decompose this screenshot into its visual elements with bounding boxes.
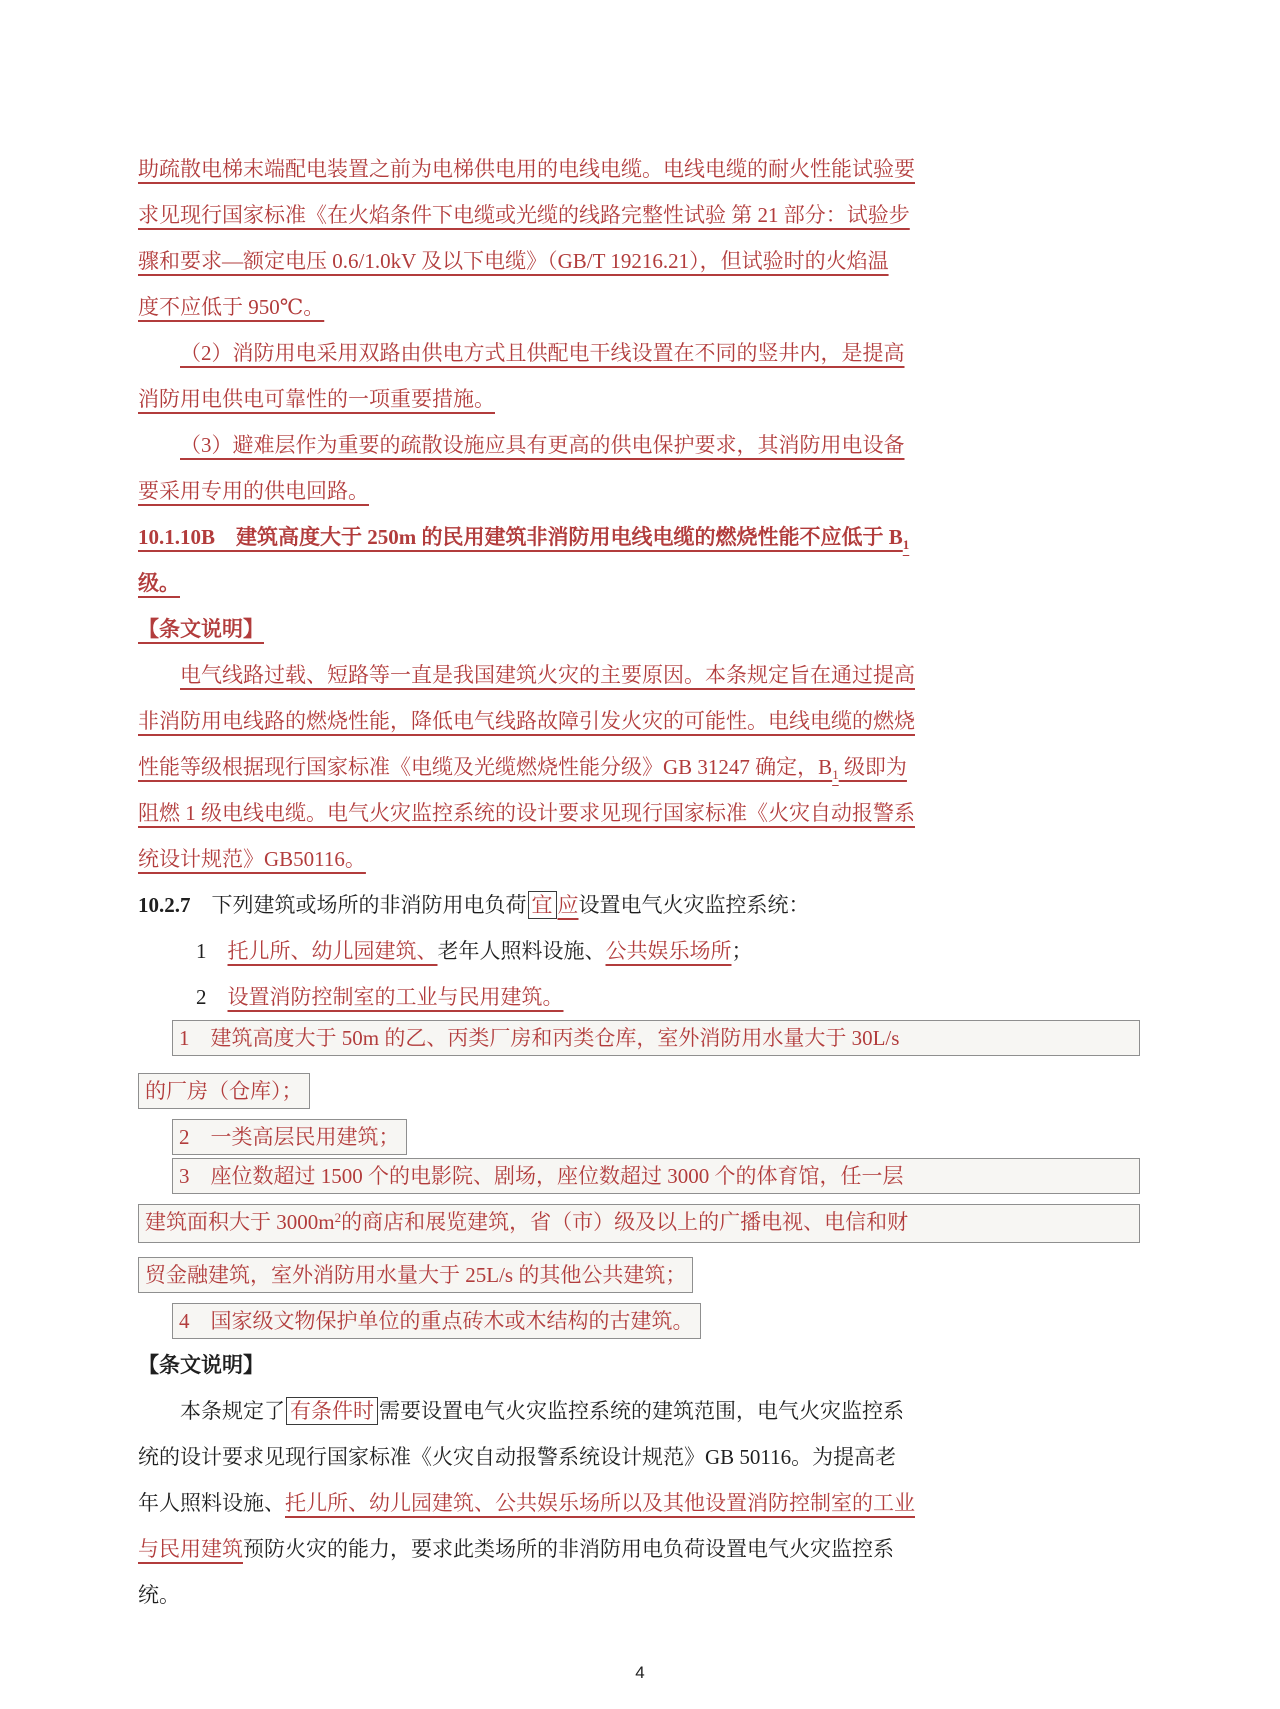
text-run: 老年人照料设施、	[437, 939, 606, 963]
text-run: 宜	[528, 891, 557, 919]
text-run: 电气线路过载、短路等一直是我国建筑火灾的主要原因。本条规定旨在通过提高	[180, 663, 915, 687]
text-run: 1	[196, 939, 228, 963]
text-run: 4 国家级文物保护单位的重点砖木或木结构的古建筑。	[179, 1309, 694, 1334]
text-run: 2	[196, 985, 228, 1009]
text-run: 【条文说明】	[138, 1353, 264, 1377]
text-run: 【条文说明】	[138, 617, 264, 641]
deleted-item-3-continuation	[138, 1204, 1140, 1250]
explanation-paragraph	[138, 790, 1140, 836]
text-run: 骤和要求—额定电压 0.6/1.0kV 及以下电缆》（GB/T 19216.21），但试验时的火焰温	[138, 249, 889, 273]
text-run: 3 座位数超过 1500 个的电影院、剧场，座位数超过 3000 个的体育馆，任一层	[179, 1164, 904, 1188]
text-run: 公共娱乐场所	[605, 939, 732, 963]
text-run: 托儿所、幼儿园建筑、公共娱乐场所以及其他设置消防控制室的工业	[285, 1491, 915, 1515]
explanation-paragraph	[138, 744, 1140, 790]
revision-rectangle	[138, 1257, 693, 1293]
text-run: 2 一类高层民用建筑；	[179, 1125, 400, 1150]
text-run: 级。	[138, 571, 180, 595]
text-run: 需要设置电气火灾监控系统的建筑范围，电气火灾监控系	[379, 1399, 904, 1423]
para-item-2	[138, 330, 1140, 376]
explanation-paragraph	[138, 1572, 1140, 1618]
text-run: 建筑面积大于 3000m	[145, 1210, 335, 1234]
text-run: 阻燃 1 级电线电缆。电气火灾监控系统的设计要求见现行国家标准《火灾自动报警系	[138, 801, 915, 825]
text-run: 的商店和展览建筑，省（市）级及以上的广播电视、电信和财	[341, 1210, 909, 1234]
para-continuation	[138, 238, 1140, 284]
revision-rectangle	[172, 1020, 1140, 1056]
text-run: 消防用电供电可靠性的一项重要措施。	[138, 387, 495, 411]
text-run: 统设计规范》GB50116。	[138, 847, 366, 871]
para-continuation	[138, 192, 1140, 238]
deleted-item-3-continuation	[138, 1250, 1140, 1296]
para-continuation	[138, 284, 1140, 330]
text-run: 级即为	[838, 755, 907, 779]
para-continuation	[138, 146, 1140, 192]
text-run: 设置消防控制室的工业与民用建筑。	[227, 985, 564, 1009]
text-run: 求见现行国家标准《在火焰条件下电缆或光缆的线路完整性试验 第 21 部分：试验步	[138, 203, 910, 227]
text-run: 性能等级根据现行国家标准《电缆及光缆燃烧性能分级》GB 31247 确定，B	[138, 755, 833, 779]
text-run: ；	[731, 939, 753, 963]
deleted-item-1-continuation	[138, 1066, 1140, 1112]
text-run: 1	[902, 537, 910, 552]
explanation-paragraph	[138, 1526, 1140, 1572]
text-run: 助疏散电梯末端配电装置之前为电梯供电用的电线电缆。电线电缆的耐火性能试验要	[138, 157, 915, 181]
revision-rectangle	[172, 1119, 407, 1155]
explanation-paragraph	[138, 1434, 1140, 1480]
clause-10-2-7	[138, 882, 1140, 928]
revision-rectangle	[138, 1073, 310, 1109]
revision-rectangle	[172, 1158, 1140, 1194]
text-run: 应	[557, 893, 579, 917]
text-run: 有条件时	[286, 1397, 378, 1425]
clause-10-2-7-item-1	[138, 928, 1140, 974]
text-run: 与民用建筑	[138, 1537, 243, 1561]
explanation-paragraph	[138, 652, 1140, 698]
explanation-paragraph	[138, 836, 1140, 882]
document-content	[138, 146, 1140, 1618]
para-continuation	[138, 376, 1140, 422]
deleted-item-2	[138, 1112, 1140, 1158]
text-run: 要采用专用的供电回路。	[138, 479, 369, 503]
text-run: 预防火灾的能力，要求此类场所的非消防用电负荷设置电气火灾监控系	[243, 1537, 894, 1561]
explanation-paragraph	[138, 698, 1140, 744]
explanation-paragraph	[138, 1480, 1140, 1526]
text-run: （3）避难层作为重要的疏散设施应具有更高的供电保护要求，其消防用电设备	[180, 433, 905, 457]
text-run: 1 建筑高度大于 50m 的乙、丙类厂房和丙类仓库，室外消防用水量大于 30L/s	[179, 1026, 900, 1050]
deleted-item-3	[138, 1158, 1140, 1204]
deleted-item-4	[138, 1296, 1140, 1342]
explanation-paragraph	[138, 1388, 1140, 1434]
text-run: 10.2.7	[138, 893, 191, 917]
text-run: 本条规定了	[180, 1399, 285, 1423]
clause-10-2-7-item-2	[138, 974, 1140, 1020]
text-run: 10.1.10B 建筑高度大于 250m 的民用建筑非消防用电线电缆的燃烧性能不应低于 B	[138, 525, 903, 549]
text-run: 1	[832, 767, 839, 782]
deleted-item-1	[138, 1020, 1140, 1066]
clause-explanation-heading-1	[138, 606, 1140, 652]
text-run: 的厂房（仓库）；	[145, 1079, 303, 1104]
text-run: 设置电气火灾监控系统：	[578, 893, 810, 917]
text-run: 非消防用电线路的燃烧性能，降低电气线路故障引发火灾的可能性。电线电缆的燃烧	[138, 709, 915, 733]
text-run: 统的设计要求见现行国家标准《火灾自动报警系统设计规范》GB 50116。为提高老	[138, 1445, 897, 1469]
page-number: 4	[635, 1663, 645, 1682]
revision-rectangle	[138, 1204, 1140, 1243]
text-run: 下列建筑或场所的非消防用电负荷	[190, 893, 527, 917]
text-run: 统。	[138, 1583, 180, 1607]
text-run: 度不应低于 950℃。	[138, 295, 325, 319]
para-item-3	[138, 422, 1140, 468]
para-continuation	[138, 468, 1140, 514]
text-run: 贸金融建筑，室外消防用水量大于 25L/s 的其他公共建筑；	[145, 1263, 687, 1288]
revision-rectangle	[172, 1303, 701, 1339]
text-run: 2	[334, 1210, 342, 1225]
clause-10-1-10B-continuation	[138, 560, 1140, 606]
text-run: 年人照料设施、	[138, 1491, 285, 1515]
clause-10-1-10B	[138, 514, 1140, 560]
clause-explanation-heading-2	[138, 1342, 1140, 1388]
text-run: 托儿所、幼儿园建筑、	[227, 939, 438, 963]
text-run: （2）消防用电采用双路由供电方式且供配电干线设置在不同的竖井内，是提高	[180, 341, 905, 365]
